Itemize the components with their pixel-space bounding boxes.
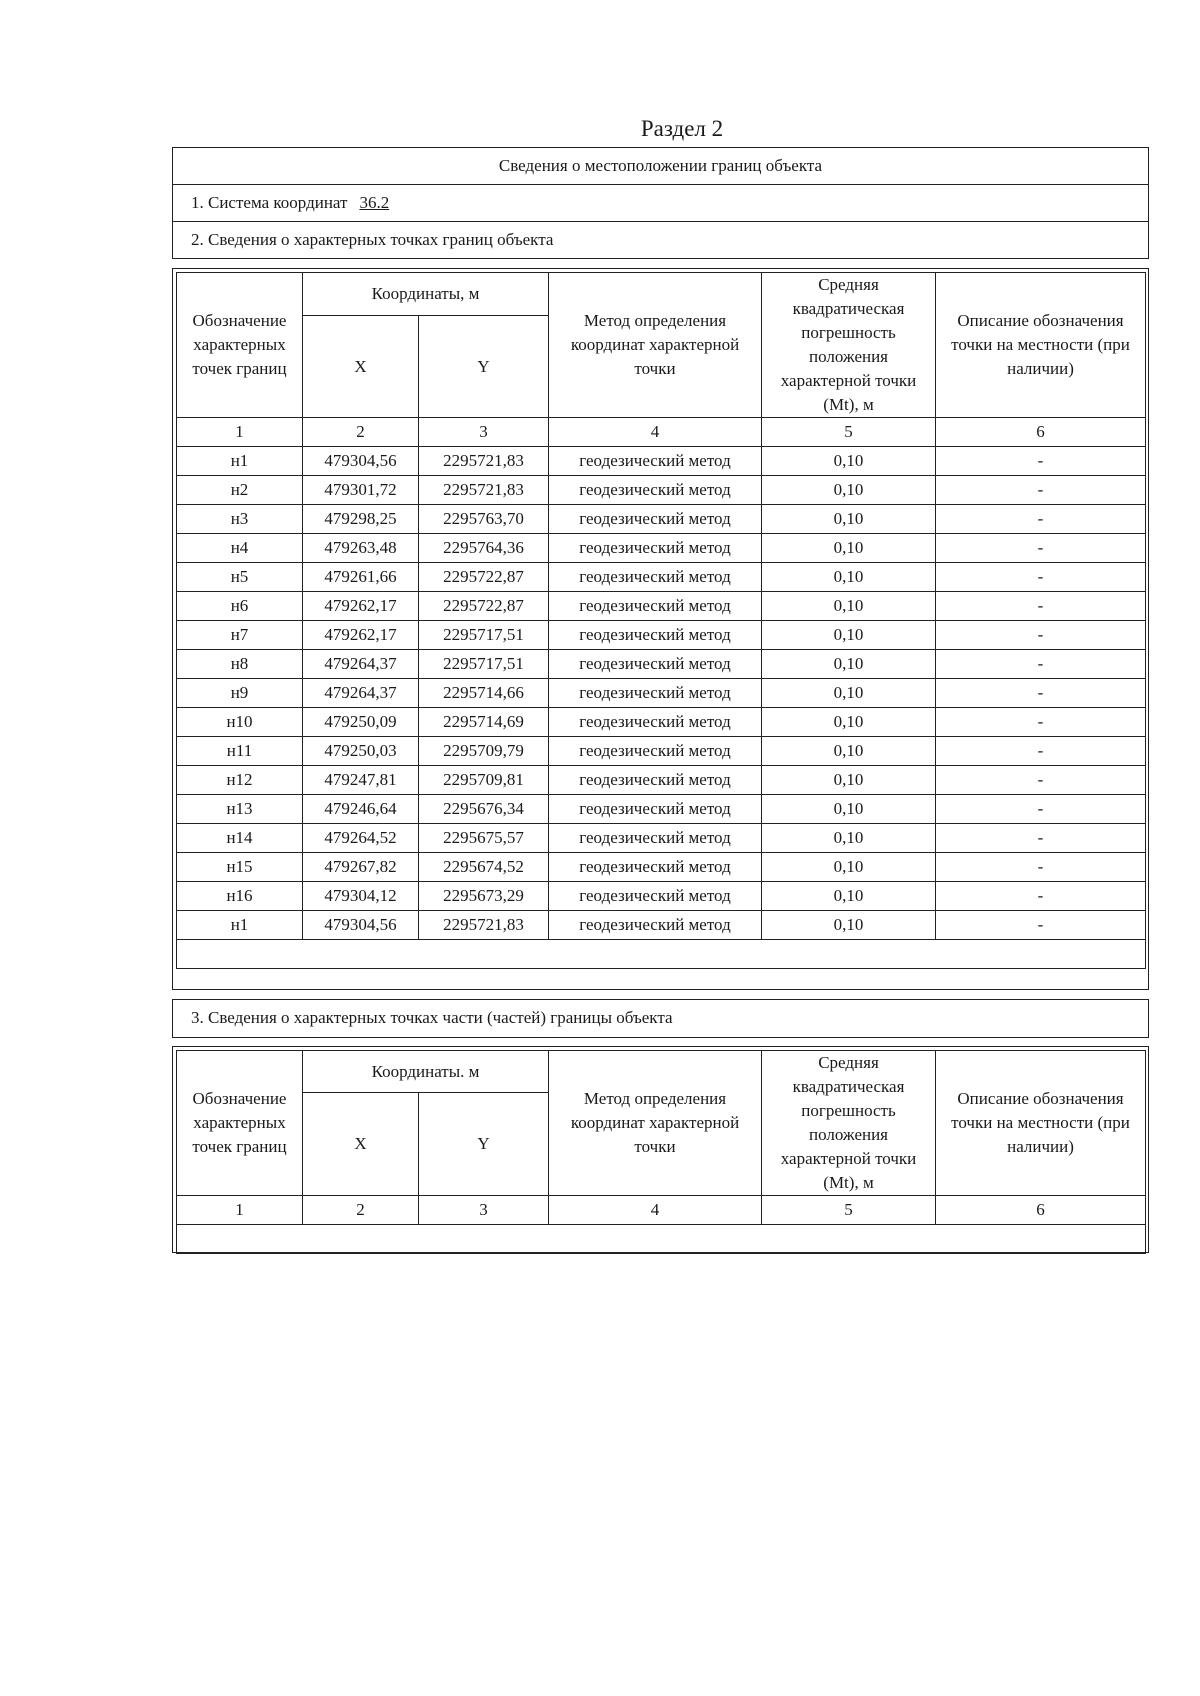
y-coordinate: 2295714,66 — [419, 679, 549, 708]
point-id: н9 — [177, 679, 303, 708]
method: геодезический метод — [549, 447, 762, 476]
y-coordinate: 2295764,36 — [419, 534, 549, 563]
boundary-points-table — [176, 272, 1146, 969]
boundary-points-box — [172, 268, 1149, 990]
x-coordinate: 479264,37 — [303, 679, 419, 708]
y-coordinate: 2295721,83 — [419, 476, 549, 505]
mt-value: 0,10 — [762, 592, 936, 621]
x-coordinate: 479250,09 — [303, 708, 419, 737]
mt-value: 0,10 — [762, 737, 936, 766]
description: - — [936, 621, 1146, 650]
mt-value: 0,10 — [762, 766, 936, 795]
header-method: Метод определения координат характерной точки — [549, 273, 762, 418]
column-number: 6 — [936, 1196, 1146, 1225]
point-id: н15 — [177, 853, 303, 882]
method: геодезический метод — [549, 650, 762, 679]
description: - — [936, 882, 1146, 911]
empty-cell — [177, 1225, 1146, 1254]
column-number: 2 — [303, 418, 419, 447]
header-coords: Координаты, м — [303, 273, 549, 316]
y-coordinate: 2295722,87 — [419, 563, 549, 592]
point-id: н3 — [177, 505, 303, 534]
x-coordinate: 479262,17 — [303, 592, 419, 621]
method: геодезический метод — [549, 563, 762, 592]
x-coordinate: 479262,17 — [303, 621, 419, 650]
description: - — [936, 650, 1146, 679]
method: геодезический метод — [549, 824, 762, 853]
mt-value: 0,10 — [762, 447, 936, 476]
point-id: н12 — [177, 766, 303, 795]
column-number-row — [177, 1196, 1146, 1225]
parts-points-box — [172, 1046, 1149, 1253]
header-y: Y — [419, 1093, 549, 1196]
y-coordinate: 2295673,29 — [419, 882, 549, 911]
header-designation: Обозначение характерных точек границ — [177, 1051, 303, 1196]
y-coordinate: 2295675,57 — [419, 824, 549, 853]
y-coordinate: 2295709,79 — [419, 737, 549, 766]
mt-value: 0,10 — [762, 708, 936, 737]
description: - — [936, 766, 1146, 795]
header-error: Средняя квадратическая погрешность положения характерной точки (Mt), м — [762, 1051, 936, 1196]
point-id: н1 — [177, 447, 303, 476]
header-method: Метод определения координат характерной точки — [549, 1051, 762, 1196]
point-id: н13 — [177, 795, 303, 824]
column-number: 4 — [549, 1196, 762, 1225]
table-row — [177, 534, 1146, 563]
x-coordinate: 479267,82 — [303, 853, 419, 882]
column-number: 3 — [419, 418, 549, 447]
y-coordinate: 2295717,51 — [419, 650, 549, 679]
location-info-box — [172, 147, 1149, 259]
mt-value: 0,10 — [762, 476, 936, 505]
y-coordinate: 2295717,51 — [419, 621, 549, 650]
x-coordinate: 479247,81 — [303, 766, 419, 795]
mt-value: 0,10 — [762, 824, 936, 853]
y-coordinate: 2295722,87 — [419, 592, 549, 621]
description: - — [936, 534, 1146, 563]
header-description: Описание обозначения точки на местности (при наличии) — [936, 273, 1146, 418]
point-id: н2 — [177, 476, 303, 505]
coord-system-label: 1. Система координат — [191, 193, 348, 212]
point-id: н6 — [177, 592, 303, 621]
description: - — [936, 853, 1146, 882]
x-coordinate: 479304,12 — [303, 882, 419, 911]
x-coordinate: 479304,56 — [303, 447, 419, 476]
column-number: 1 — [177, 1196, 303, 1225]
description: - — [936, 679, 1146, 708]
parts-header: 3. Сведения о характерных точках части (частей) границы объекта — [172, 999, 1149, 1038]
column-number: 5 — [762, 1196, 936, 1225]
table-row — [177, 650, 1146, 679]
header-y: Y — [419, 316, 549, 418]
y-coordinate: 2295721,83 — [419, 447, 549, 476]
point-id: н4 — [177, 534, 303, 563]
table-row — [177, 737, 1146, 766]
column-number: 2 — [303, 1196, 419, 1225]
parts-points-table — [176, 1050, 1146, 1254]
empty-cell — [177, 940, 1146, 969]
x-coordinate: 479246,64 — [303, 795, 419, 824]
mt-value: 0,10 — [762, 679, 936, 708]
header-error: Средняя квадратическая погрешность положения характерной точки (Mt), м — [762, 273, 936, 418]
point-id: н16 — [177, 882, 303, 911]
table-row — [177, 824, 1146, 853]
x-coordinate: 479263,48 — [303, 534, 419, 563]
mt-value: 0,10 — [762, 534, 936, 563]
method: геодезический метод — [549, 679, 762, 708]
method: геодезический метод — [549, 911, 762, 940]
mt-value: 0,10 — [762, 563, 936, 592]
x-coordinate: 479298,25 — [303, 505, 419, 534]
point-id: н8 — [177, 650, 303, 679]
column-number-row — [177, 418, 1146, 447]
coord-system-row — [173, 185, 1148, 222]
column-number: 1 — [177, 418, 303, 447]
x-coordinate: 479264,37 — [303, 650, 419, 679]
table-row — [177, 766, 1146, 795]
description: - — [936, 563, 1146, 592]
table-row — [177, 476, 1146, 505]
mt-value: 0,10 — [762, 853, 936, 882]
mt-value: 0,10 — [762, 650, 936, 679]
y-coordinate: 2295676,34 — [419, 795, 549, 824]
y-coordinate: 2295674,52 — [419, 853, 549, 882]
method: геодезический метод — [549, 737, 762, 766]
points-header: 2. Сведения о характерных точках границ объекта — [191, 230, 554, 249]
description: - — [936, 505, 1146, 534]
table-row — [177, 795, 1146, 824]
column-number: 3 — [419, 1196, 549, 1225]
method: геодезический метод — [549, 621, 762, 650]
description: - — [936, 476, 1146, 505]
method: геодезический метод — [549, 476, 762, 505]
point-id: н1 — [177, 911, 303, 940]
table-row — [177, 853, 1146, 882]
description: - — [936, 911, 1146, 940]
table-row — [177, 679, 1146, 708]
location-header: Сведения о местоположении границ объекта — [173, 148, 1148, 185]
y-coordinate: 2295714,69 — [419, 708, 549, 737]
description: - — [936, 737, 1146, 766]
point-id: н11 — [177, 737, 303, 766]
table-header-row — [177, 273, 1146, 316]
header-coords: Координаты. м — [303, 1051, 549, 1093]
empty-row — [177, 940, 1146, 969]
empty-row — [177, 1225, 1146, 1254]
table-row — [177, 505, 1146, 534]
mt-value: 0,10 — [762, 505, 936, 534]
x-coordinate: 479264,52 — [303, 824, 419, 853]
mt-value: 0,10 — [762, 795, 936, 824]
y-coordinate: 2295709,81 — [419, 766, 549, 795]
method: геодезический метод — [549, 708, 762, 737]
mt-value: 0,10 — [762, 911, 936, 940]
section-title: Раздел 2 — [640, 116, 724, 141]
x-coordinate: 479261,66 — [303, 563, 419, 592]
x-coordinate: 479304,56 — [303, 911, 419, 940]
x-coordinate: 479301,72 — [303, 476, 419, 505]
method: геодезический метод — [549, 592, 762, 621]
method: геодезический метод — [549, 882, 762, 911]
column-number: 5 — [762, 418, 936, 447]
table-row — [177, 708, 1146, 737]
table-row — [177, 592, 1146, 621]
column-number: 6 — [936, 418, 1146, 447]
table-row — [177, 911, 1146, 940]
coord-system-value: 36.2 — [359, 193, 390, 212]
header-x: X — [303, 316, 419, 418]
column-number: 4 — [549, 418, 762, 447]
header-designation: Обозначение характерных точек границ — [177, 273, 303, 418]
table-row — [177, 882, 1146, 911]
method: геодезический метод — [549, 534, 762, 563]
description: - — [936, 447, 1146, 476]
point-id: н7 — [177, 621, 303, 650]
mt-value: 0,10 — [762, 621, 936, 650]
point-id: н14 — [177, 824, 303, 853]
point-id: н10 — [177, 708, 303, 737]
y-coordinate: 2295763,70 — [419, 505, 549, 534]
method: геодезический метод — [549, 505, 762, 534]
mt-value: 0,10 — [762, 882, 936, 911]
description: - — [936, 824, 1146, 853]
description: - — [936, 592, 1146, 621]
header-description: Описание обозначения точки на местности (при наличии) — [936, 1051, 1146, 1196]
method: геодезический метод — [549, 795, 762, 824]
x-coordinate: 479250,03 — [303, 737, 419, 766]
description: - — [936, 708, 1146, 737]
description: - — [936, 795, 1146, 824]
table-row — [177, 563, 1146, 592]
method: геодезический метод — [549, 766, 762, 795]
table-header-row — [177, 1051, 1146, 1093]
table-row — [177, 621, 1146, 650]
header-x: X — [303, 1093, 419, 1196]
point-id: н5 — [177, 563, 303, 592]
y-coordinate: 2295721,83 — [419, 911, 549, 940]
method: геодезический метод — [549, 853, 762, 882]
table-row — [177, 447, 1146, 476]
